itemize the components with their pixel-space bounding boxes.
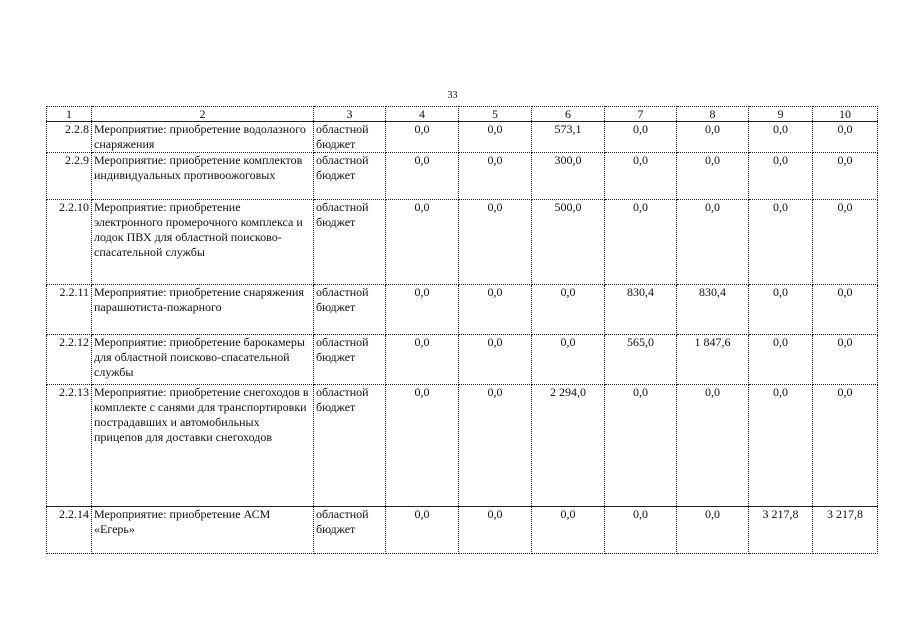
row-value: 3 217,8 bbox=[749, 507, 813, 554]
row-description: Мероприятие: приобретение снаряжения парашютиста-пожарного bbox=[92, 285, 314, 335]
row-value: 0,0 bbox=[386, 507, 459, 554]
row-code: 2.2.11 bbox=[47, 285, 92, 335]
row-value: 0,0 bbox=[749, 153, 813, 200]
row-value: 0,0 bbox=[532, 335, 605, 385]
row-value: 3 217,8 bbox=[813, 507, 878, 554]
row-code: 2.2.8 bbox=[47, 122, 92, 153]
row-value: 0,0 bbox=[459, 285, 532, 335]
row-code: 2.2.14 bbox=[47, 507, 92, 554]
column-header: 6 bbox=[532, 107, 605, 122]
row-value: 0,0 bbox=[386, 122, 459, 153]
row-value: 0,0 bbox=[459, 335, 532, 385]
row-value: 0,0 bbox=[386, 200, 459, 285]
table-row bbox=[47, 153, 878, 200]
row-funding-source: областной бюджет bbox=[314, 285, 386, 335]
row-value: 0,0 bbox=[677, 507, 749, 554]
row-value: 0,0 bbox=[677, 385, 749, 507]
column-header: 7 bbox=[605, 107, 677, 122]
column-header: 3 bbox=[314, 107, 386, 122]
row-value: 0,0 bbox=[386, 153, 459, 200]
row-value: 0,0 bbox=[813, 200, 878, 285]
row-code: 2.2.9 bbox=[47, 153, 92, 200]
row-value: 0,0 bbox=[749, 200, 813, 285]
row-value: 0,0 bbox=[532, 507, 605, 554]
row-value: 0,0 bbox=[459, 385, 532, 507]
column-header: 5 bbox=[459, 107, 532, 122]
row-code: 2.2.13 bbox=[47, 385, 92, 507]
row-funding-source: областной бюджет bbox=[314, 122, 386, 153]
row-value: 0,0 bbox=[749, 335, 813, 385]
row-value: 565,0 bbox=[605, 335, 677, 385]
table-row bbox=[47, 122, 878, 153]
row-code: 2.2.12 bbox=[47, 335, 92, 385]
row-description: Мероприятие: приобретение снегоходов в комплекте с санями для транспортировки пострадавших и автомобильных прицепов для доставки снегоходов bbox=[92, 385, 314, 507]
row-value: 0,0 bbox=[813, 122, 878, 153]
row-value: 0,0 bbox=[677, 153, 749, 200]
row-value: 830,4 bbox=[677, 285, 749, 335]
table-row bbox=[47, 385, 878, 507]
row-code: 2.2.10 bbox=[47, 200, 92, 285]
row-value: 0,0 bbox=[532, 285, 605, 335]
column-header: 9 bbox=[749, 107, 813, 122]
row-funding-source: областной бюджет bbox=[314, 200, 386, 285]
column-header: 8 bbox=[677, 107, 749, 122]
row-value: 0,0 bbox=[605, 385, 677, 507]
row-value: 573,1 bbox=[532, 122, 605, 153]
row-value: 0,0 bbox=[459, 153, 532, 200]
row-funding-source: областной бюджет bbox=[314, 507, 386, 554]
table-row bbox=[47, 285, 878, 335]
table-row bbox=[47, 507, 878, 554]
row-value: 0,0 bbox=[386, 285, 459, 335]
row-value: 0,0 bbox=[459, 507, 532, 554]
row-value: 0,0 bbox=[459, 122, 532, 153]
row-description: Мероприятие: приобретение электронного промерочного комплекса и лодок ПВХ для областной поисково-спасательной службы bbox=[92, 200, 314, 285]
row-value: 0,0 bbox=[813, 385, 878, 507]
row-value: 1 847,6 bbox=[677, 335, 749, 385]
row-value: 0,0 bbox=[749, 285, 813, 335]
row-value: 300,0 bbox=[532, 153, 605, 200]
row-value: 0,0 bbox=[677, 200, 749, 285]
row-description: Мероприятие: приобретение водолазного снаряжения bbox=[92, 122, 314, 153]
row-value: 0,0 bbox=[605, 122, 677, 153]
row-value: 830,4 bbox=[605, 285, 677, 335]
row-value: 0,0 bbox=[813, 153, 878, 200]
row-value: 0,0 bbox=[386, 335, 459, 385]
row-value: 0,0 bbox=[749, 385, 813, 507]
column-header: 2 bbox=[92, 107, 314, 122]
row-value: 0,0 bbox=[386, 385, 459, 507]
row-description: Мероприятие: приобретение комплектов индивидуальных противоожоговых bbox=[92, 153, 314, 200]
row-value: 0,0 bbox=[813, 285, 878, 335]
row-funding-source: областной бюджет bbox=[314, 153, 386, 200]
row-description: Мероприятие: приобретение барокамеры для областной поисково-спасательной службы bbox=[92, 335, 314, 385]
column-header: 1 bbox=[47, 107, 92, 122]
table-row bbox=[47, 200, 878, 285]
budget-table bbox=[46, 106, 878, 554]
row-value: 0,0 bbox=[677, 122, 749, 153]
column-header: 4 bbox=[386, 107, 459, 122]
row-value: 0,0 bbox=[605, 200, 677, 285]
row-funding-source: областной бюджет bbox=[314, 335, 386, 385]
column-header: 10 bbox=[813, 107, 878, 122]
row-description: Мероприятие: приобретение АСМ «Егерь» bbox=[92, 507, 314, 554]
row-value: 2 294,0 bbox=[532, 385, 605, 507]
row-value: 0,0 bbox=[813, 335, 878, 385]
row-value: 0,0 bbox=[605, 507, 677, 554]
table-header-row bbox=[47, 107, 878, 122]
row-value: 500,0 bbox=[532, 200, 605, 285]
row-value: 0,0 bbox=[749, 122, 813, 153]
row-value: 0,0 bbox=[459, 200, 532, 285]
table-row bbox=[47, 335, 878, 385]
row-value: 0,0 bbox=[605, 153, 677, 200]
page-number: 33 bbox=[447, 90, 458, 101]
row-funding-source: областной бюджет bbox=[314, 385, 386, 507]
